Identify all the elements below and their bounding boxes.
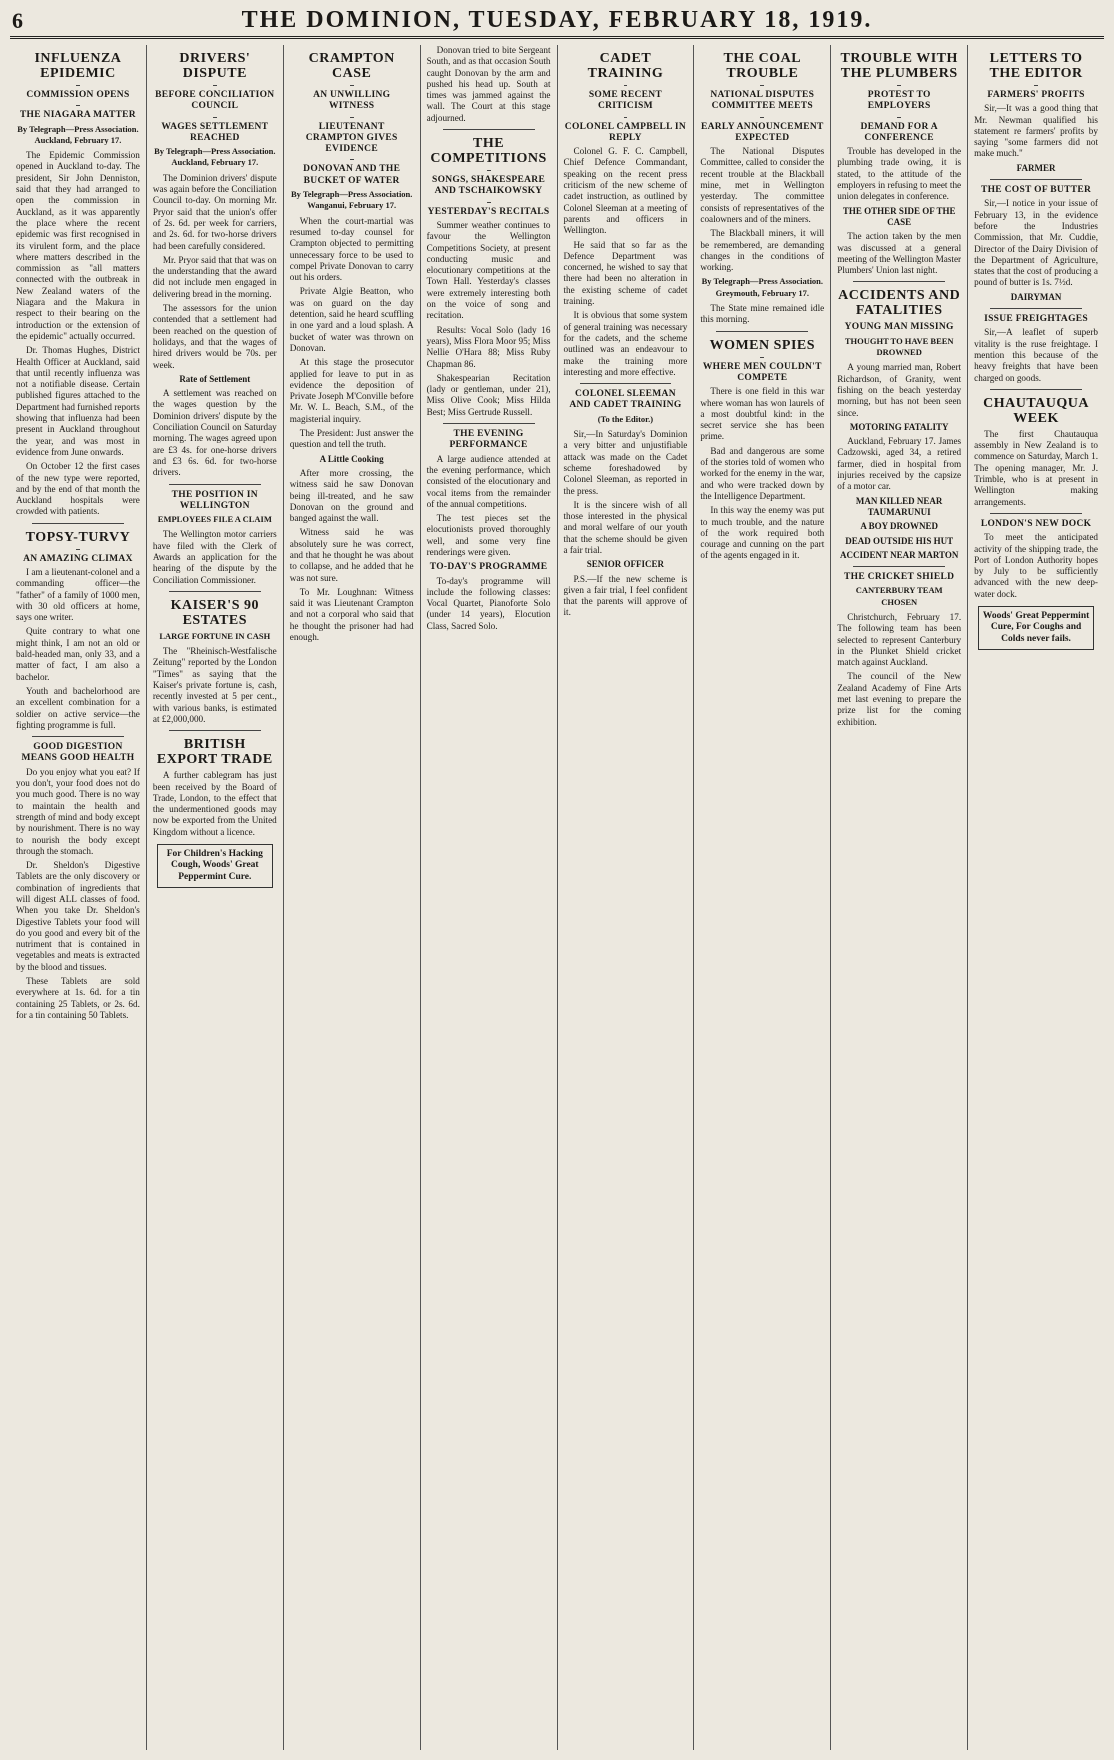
headline-crampton-case: CRAMPTON CASE (308, 51, 395, 81)
column-4 (420, 45, 557, 1750)
advertisement: For Children's Hacking Cough, Woods' Great Peppermint Cure. (157, 844, 273, 888)
subhead: A Little Cooking (319, 453, 384, 464)
dateline: By Telegraph—Press Association. Auckland, February 17. (17, 123, 139, 145)
headline-competitions: THE COMPETITIONS (430, 136, 547, 167)
paragraph: Youth and bachelorhood are an excellent combination for a soldier on active service—the fighting programme is full. (16, 685, 140, 730)
paragraph: Trouble has developed in the plumbing trade owing, it is stated, to the attitude of the employers in refusing to meet the union delegates in conference. (837, 146, 962, 202)
paragraph: Dr. Thomas Hughes, District Health Officer at Auckland, said that until recently influenza was not a notifiable disease. Certain published figures attached to the Department had furnished reports showing that influenza had been present in Auckland throughout the year, and was most in evidence from June onwards. (16, 345, 140, 457)
paragraph: After more crossing, the witness said he saw Donovan being ill-treated, and he saw Donovan on the ground and banged against the wall. (289, 467, 414, 524)
subhead: AN UNWILLING WITNESS (313, 90, 391, 112)
column-2 (146, 45, 283, 1750)
paragraph: Auckland, February 17. James Cadzowski, aged 34, a retired farmer, died in hospital from injuries received by the capsize of a motor car. (837, 436, 962, 492)
column-3 (283, 45, 420, 1750)
headline-wellington-position: THE POSITION IN WELLINGTON (171, 489, 258, 511)
subhead: PROTEST TO EMPLOYERS (867, 90, 931, 112)
subhead: WAGES SETTLEMENT REACHED (161, 121, 269, 143)
paragraph: Donovan tried to bite Sergeant South, and as that occasion South caught Donovan by the arm and pushed his head up. South at times was jammed against the wall. The Court at this stage adjourned. (426, 45, 551, 123)
paragraph: It is obvious that some system of general training was necessary for the cadets, and the scheme outlined was an endeavour to make the training more interesting and more effective. (563, 310, 688, 377)
subhead: CANTERBURY TEAM CHOSEN (855, 585, 943, 607)
column-6 (693, 45, 830, 1750)
newspaper-title: THE DOMINION, TUESDAY, FEBRUARY 18, 1919. (241, 7, 873, 33)
headline-influenza: INFLUENZA EPIDEMIC (34, 51, 122, 81)
paragraph: The Epidemic Commission opened in Auckland to-day. The president, Sir John Denniston, said that they had arranged to open the commission in Auckland, as it was apparently the place where the recent epidemic was first recognised in its virulent form, and the place where matters described in the commission as "all matters connected with the outbreak in New Zealand waters of the Niagara and the Makura in respect to their bearing on the introduction or the extension of the epidemic" actually occurred. (16, 150, 140, 341)
subhead: SONGS, SHAKESPEARE AND TSCHAIKOWSKY (432, 175, 546, 197)
paragraph: Do you enjoy what you eat? If you don't, your food does not do you much good. There is no way to maintain the health and strength of mind and body except by nourishment. There is no way to nourish the body except through the stomach. (16, 766, 140, 856)
column-5 (557, 45, 694, 1750)
paragraph: When the court-martial was resumed to-day counsel for Crampton objected to permitting unnecessary force to be used to compel Private Donovan to carry out his orders. (289, 215, 414, 283)
paragraph: The test pieces set the elocutionists proved thoroughly well, and some very fine renderings were given. (426, 513, 551, 557)
subhead: FARMERS' PROFITS (987, 90, 1085, 100)
headline-topsy-turvy: TOPSY-TURVY (25, 529, 131, 545)
subhead: MOTORING FATALITY (849, 421, 949, 432)
headline-colonel-sleeman: COLONEL SLEEMAN AND CADET TRAINING (569, 389, 682, 411)
subhead: YESTERDAY'S RECITALS (427, 206, 550, 217)
paragraph: Bad and dangerous are some of the stories told of women who worked for the enemy in the war, and who were tracked down by the Intelligence Department. (700, 445, 825, 501)
subhead: WHERE MEN COULDN'T COMPETE (702, 361, 822, 383)
paragraph: At this stage the prosecutor applied for leave to put in as evidence the deposition of Private Joseph M'Conville before Mr. W. L. Beach, S.M., of the magisterial inquiry. (289, 357, 414, 424)
paragraph: A settlement was reached on the wages question by the Dominion drivers' dispute by the Conciliation Council on Saturday morning. The wages agreed upon are £3 4s. for one-horse drivers and £3 6s. 6d. for two-horse drivers. (152, 388, 277, 478)
signature: SENIOR OFFICER (586, 559, 665, 570)
paragraph: The Wellington motor carriers have filed with the Clerk of Awards an application for the hearing of the dispute by the Conciliation Commissioner. (152, 529, 277, 585)
column-1 (10, 45, 146, 1750)
subhead: ACCIDENT NEAR MARTON (840, 549, 959, 560)
dateline: By Telegraph—Press Association. Greymouth, February 17. (701, 276, 824, 298)
paragraph: In this way the enemy was put to much trouble, and the nature of the work required both courage and cunning on the part of the agents engaged in it. (700, 505, 825, 561)
subhead: DEMAND FOR A CONFERENCE (860, 121, 938, 143)
column-7 (830, 45, 967, 1750)
column-8 (967, 45, 1104, 1750)
paragraph: The action taken by the men was discussed at a general meeting of the Wellington Master Plumbers' Union last night. (837, 231, 962, 276)
paragraph: Sir,—In Saturday's Dominion a very bitter and unjustifiable attack was made on the Cadet scheme foreshadowed by Colonel Sleeman, as reported in the press. (563, 429, 688, 496)
subhead: DONOVAN AND THE BUCKET OF WATER (303, 164, 401, 186)
subhead: A BOY DROWNED (860, 521, 939, 532)
paragraph: Dr. Sheldon's Digestive Tablets are the only discovery or combination of ingredients that will digest ALL classes of food. When you take Dr. Sheldon's Digestive Tablets your food will do you good and every bit of the nutriment that is contained in vegetables and meats is extracted by the blood and tissues. (16, 860, 140, 972)
page-number: 6 (12, 8, 23, 33)
dateline: By Telegraph—Press Association. Wanganui, February 17. (290, 189, 413, 211)
paragraph: These Tablets are sold everywhere at 1s. 6d. for a tin containing 25 Tablets, or 2s. 6d. for a tin containing 50 Tablets. (16, 976, 140, 1020)
headline-women-spies: WOMEN SPIES (709, 337, 816, 353)
paragraph: He said that so far as the Defence Department was concerned, he wished to say that there had been no alteration in the existing scheme of cadet training. (563, 239, 688, 307)
masthead (10, 4, 1104, 39)
subhead: SOME RECENT CRITICISM (588, 90, 663, 112)
subhead: THE OTHER SIDE OF THE CASE (842, 205, 956, 227)
paragraph: There is one field in this war where woman has won laurels of a most doubtful kind: in the secret service she has been prime. (700, 386, 825, 442)
paragraph: Sir,—A leaflet of superb vitality is the ruse freightage. I mention this because of the heavy freights that have been charged on goods. (974, 327, 1098, 383)
subhead: THE NIAGARA MATTER (19, 110, 136, 121)
subhead: NATIONAL DISPUTES COMMITTEE MEETS (710, 90, 815, 112)
subhead: Rate of Settlement (179, 373, 251, 384)
headline-cricket-shield: THE CRICKET SHIELD (844, 572, 955, 583)
paragraph: Christchurch, February 17. The following team has been selected to represent Canterbury in the Plunket Shield cricket match against Auckland. (837, 611, 962, 668)
subhead: DEAD OUTSIDE HIS HUT (845, 535, 954, 546)
headline-cost-of-butter: THE COST OF BUTTER (980, 185, 1092, 196)
headline-freightages: ISSUE FREIGHTAGES (984, 314, 1089, 325)
headline-todays-programme: TO-DAY'S PROGRAMME (429, 562, 548, 573)
paragraph: The first Chautauqua assembly in New Zealand is to commence on Saturday, March 1. The opening manager, Mr. J. Trimble, who is at present in Wellington making arrangements. (974, 428, 1098, 507)
subhead: MAN KILLED NEAR TAUMARUNUI (855, 495, 943, 517)
subhead: COMMISSION OPENS (26, 90, 130, 100)
headline-accidents: ACCIDENTS AND FATALITIES (838, 288, 961, 319)
paragraph: Sir,—I notice in your issue of February 13, in the evidence before the Industries Commission, that Mr. Cuddie, Director of the Dairy Division of the Department of Agriculture, states that the cost of producing a pound of butter is 1s. 7½d. (974, 198, 1098, 288)
headline-drivers-dispute: DRIVERS' DISPUTE (179, 51, 251, 81)
paragraph: Colonel G. F. C. Campbell, Chief Defence Commandant, speaking on the recent press criticism of the new scheme of cadet instruction, as outlined by Colonel Sleeman at a meeting of parents and officers in Wellington. (563, 146, 688, 236)
dateline: By Telegraph—Press Association. Auckland, February 17. (154, 146, 276, 168)
paragraph: A further cablegram has just been received by the Board of Trade, London, to the effect that the undermentioned goods may now be exported from the United Kingdom without a licence. (152, 770, 277, 837)
paragraph: Sir,—It was a good thing that Mr. Newman qualified his statement re farmers' profits by saying "some farmers did not make much." (974, 103, 1098, 159)
signature: DAIRYMAN (1010, 291, 1062, 302)
subhead: COLONEL CAMPBELL IN REPLY (564, 121, 687, 143)
headline-evening-performance: THE EVENING PERFORMANCE (449, 429, 528, 451)
paragraph: Results: Vocal Solo (lady 16 years), Miss Flora Moor 95; Miss Nellie O'Hara 88; Miss Ruby Chapman 86. (426, 324, 551, 369)
headline-chautauqua: CHAUTAUQUA WEEK (983, 395, 1089, 426)
subhead: (To the Editor.) (597, 413, 654, 424)
subhead: LIEUTENANT CRAMPTON GIVES EVIDENCE (305, 121, 398, 155)
paragraph: It is the sincere wish of all those interested in the physical and moral welfare of our youth that the scheme should be given a fair trial. (563, 499, 688, 555)
paragraph: Private Algie Beatton, who was on guard on the day detention, said he heard scuffling in one yard and a loud splash. A bucket of water was thrown on Donovan. (289, 286, 414, 353)
paragraph: A large audience attended at the evening performance, which consisted of the elocutionary and vocal items from the remainder of the annual competitions. (426, 453, 551, 509)
headline-digestion: GOOD DIGESTION MEANS GOOD HEALTH (21, 742, 135, 764)
headline-london-dock: LONDON'S NEW DOCK (980, 518, 1092, 529)
paragraph: To meet the anticipated activity of the shipping trade, the Port of London Authority hopes by July to be sufficiently advanced with the new deep-water dock. (974, 532, 1098, 599)
paragraph: A young married man, Robert Richardson, of Granity, went fishing on the beach yesterday morning, but has not been seen since. (837, 362, 962, 418)
paragraph: The President: Just answer the question and tell the truth. (289, 428, 414, 450)
paragraph: The State mine remained idle this morning. (700, 303, 825, 325)
subhead: LARGE FORTUNE IN CASH (159, 630, 271, 641)
headline-export-trade: BRITISH EXPORT TRADE (156, 737, 273, 768)
paragraph: Quite contrary to what one might think, I am not an old or bald-headed man, only 33, and a matter of fact, I am also a bachelor. (16, 626, 140, 682)
paragraph: Summer weather continues to favour the Wellington Competitions Society, at present conducting music and elocutionary competitions at the Town Hall. Yesterday's classes were extremely interesting both on the voice of song and recitation. (426, 219, 551, 321)
subhead: EMPLOYEES FILE A CLAIM (157, 514, 272, 525)
paragraph: The Dominion drivers' dispute was again before the Conciliation Council to-day. On morning Mr. Pryor said that the union's offer of 2s. 6d. per week for carriers, and 2s. 6d. for two-horse drivers had been carefully considered. (152, 172, 277, 251)
headline-cadet-training: CADET TRAINING (587, 51, 664, 81)
subhead: YOUNG MAN MISSING (844, 322, 954, 333)
subhead: THOUGHT TO HAVE BEEN DROWNED (844, 335, 954, 358)
headline-letters: LETTERS TO THE EDITOR (989, 51, 1083, 81)
paragraph: To Mr. Loughnan: Witness said it was Lieutenant Crampton and not a corporal who said that he thought the prisoner had had enough. (289, 586, 414, 643)
paragraph: Witness said he was absolutely sure he was correct, and that he thought he was about to collapse, and he added that he was not sure. (289, 527, 414, 583)
paragraph: The council of the New Zealand Academy of Fine Arts met last evening to prepare the prize list for the coming exhibition. (837, 671, 962, 727)
article-columns (10, 45, 1104, 1750)
headline-coal-trouble: THE COAL TROUBLE (723, 51, 802, 81)
paragraph: Mr. Pryor said that that was on the understanding that the award did not include men engaged in delivering bread in the morning. (152, 254, 277, 299)
paragraph: The Blackball miners, it will be remembered, are demanding changes in the conditions of working. (700, 228, 825, 273)
paragraph: P.S.—If the new scheme is given a fair trial, I feel confident that the parents will approve of it. (563, 573, 688, 618)
paragraph: On October 12 the first cases of the new type were reported, and by the end of that month the Auckland hospitals were crowded with patients. (16, 461, 140, 517)
subhead: BEFORE CONCILIATION COUNCIL (155, 90, 275, 112)
advertisement: Woods' Great Peppermint Cure, For Coughs and Colds never fails. (978, 606, 1094, 650)
paragraph: To-day's programme will include the following classes: Vocal Quartet, Pianoforte Solo (under 14 years), Elocution Class, Sacred Solo. (426, 575, 551, 631)
paragraph: I am a lieutenant-colonel and a commanding officer—the "father" of a family of 1000 men, with 30 old officers at home, says one writer. (16, 566, 140, 623)
paragraph: The National Disputes Committee, called to consider the recent trouble at the Blackball mine, met in Wellington yesterday. The committee consists of representatives of the coalowners and of the miners. (700, 146, 825, 224)
headline-kaisers-estates: KAISER'S 90 ESTATES (170, 597, 259, 628)
paragraph: The "Rheinisch-Westfalische Zeitung" reported by the London "Times" as saying that the Kaiser's private fortune is, cash, recently invested at 5 per cent., with various banks, is estimated at £2,000,000. (152, 646, 277, 724)
subhead: AN AMAZING CLIMAX (23, 553, 133, 564)
paragraph: The assessors for the union contended that a settlement had been reached on the question of holidays, and that the wages of hired drivers would be 70s. per week. (152, 303, 277, 370)
signature: FARMER (1016, 162, 1056, 173)
paragraph: Shakespearian Recitation (lady or gentleman, under 21), Miss Olive Cook; Miss Hilda Best; Miss Gertrude Russell. (426, 372, 551, 417)
subhead: EARLY ANNOUNCEMENT EXPECTED (700, 121, 824, 143)
headline-plumbers: TROUBLE WITH THE PLUMBERS (840, 51, 958, 81)
